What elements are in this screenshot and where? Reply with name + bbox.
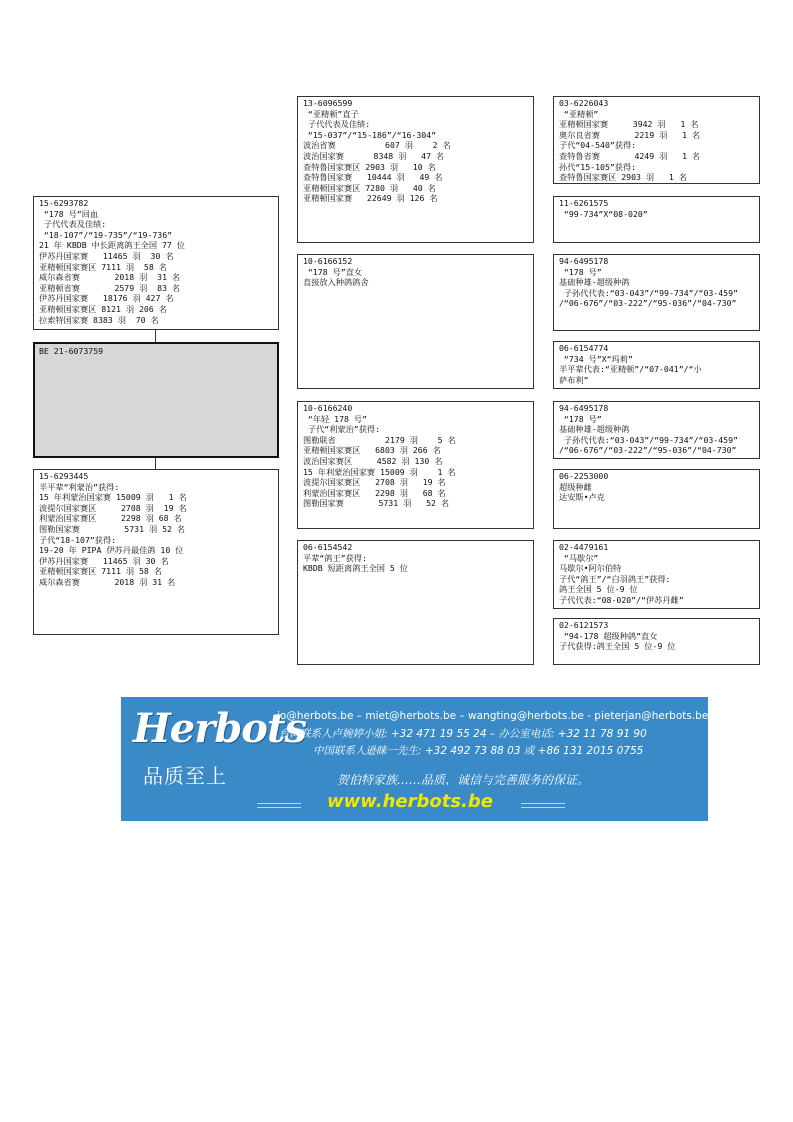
connector-dam [155,458,156,469]
pedigree-line: 子代代表及佳绩: [303,119,371,130]
pedigree-line: 图勒国家赛 5731 羽 52 名 [303,498,450,509]
pedigree-line: 拉索特国家赛 8383 羽 70 名 [39,314,159,325]
pedigree-line: 孙代“15-105”获得: [559,161,637,172]
sds-box [553,254,760,331]
ring-number: 94-6495178 [559,403,609,413]
pedigree-line: 奥尔良省赛 2219 羽 1 名 [559,129,701,140]
pedigree-line: 基础种雄-超级种鸽 [559,424,630,435]
pedigree-line: 伊苏丹国家赛 18176 羽 427 名 [39,293,174,304]
pedigree-line: 图勒国家赛 5731 羽 52 名 [39,523,186,534]
ring-number: 94-6495178 [559,256,609,266]
pedigree-line: 子代“鸽王”/“白羽鸽王”获得: [559,573,671,584]
pedigree-line: “99-734”X“08-020” [559,208,648,219]
pedigree-line: /“06-676”/“03-222”/“95-036”/“04-730” [559,445,737,456]
pedigree-line: 波提尔国家赛区 2708 羽 19 名 [303,477,446,488]
pedigree-line: 马歇尔•阿尔伯特 [559,563,622,574]
pedigree-line: 子孙代代表:“03-043”/“99-734”/“03-459” [559,287,738,298]
banner-taiwan-contact: 台湾联系人卢婉婷小姐: +32 471 19 55 24 – 办公室电话: +32 11 78 91 90 [279,728,647,740]
dss-box [553,401,760,459]
ring-number: 10-6166152 [303,256,353,266]
pedigree-line: 查特鲁国家赛区 2903 羽 1 名 [559,172,687,183]
ring-number: 03-6226043 [559,98,609,108]
sire-sire-box [297,96,534,243]
pedigree-line: 威尔森省赛 2018 羽 31 名 [39,272,181,283]
pedigree-line: 达安斯•卢克 [559,492,605,503]
banner-slogan: 品质至上 [143,764,227,788]
ring-number: 02-6121573 [559,620,609,630]
pedigree-line: KBDB 短距离鸽王全国 5 位 [303,563,408,574]
ring-number: 15-6293782 [39,198,89,208]
ring-number: 06-2253000 [559,471,609,481]
pedigree-line: 半平辈“利蒙治”获得: [39,481,120,492]
pedigree-line: 子代代表及佳绩: [39,219,107,230]
ddd-box [553,618,760,665]
pedigree-line: 子代获得:鸽王全国 5 位-9 位 [559,641,676,652]
pedigree-line: 亚精顿国家赛区 8121 羽 206 名 [39,303,167,314]
pedigree-line: “178 号” [559,413,602,424]
pedigree-line: 基础种雄-超级种鸽 [559,277,630,288]
pedigree-line: 威尔森省赛 2018 羽 31 名 [39,576,176,587]
pedigree-line: “马歇尔” [559,552,599,563]
ring-number: 06-6154774 [559,343,609,353]
sdd-box [553,341,760,389]
pedigree-line: “178 号” [559,266,602,277]
pedigree-line: 利蒙治国家赛区 2298 羽 68 名 [39,513,182,524]
pedigree-line: 伊苏丹国家赛 11465 羽 30 名 [39,250,174,261]
banner-dash-right [521,803,565,808]
connector-sire [155,330,156,342]
pedigree-line: 子代“04-540”获得: [559,140,637,151]
pedigree-line: 波提尔国家赛区 2708 羽 19 名 [39,502,187,513]
ssd-box [553,196,760,243]
pedigree-line: 萨布利” [559,374,589,385]
dds-box [553,540,760,609]
ring-number: 10-6166240 [303,403,353,413]
herbots-logo: Herbots [133,705,306,752]
pedigree-line: 波治国家赛 8348 羽 47 名 [303,150,445,161]
pedigree-line: “18-107”/“19-735”/“19-736” [39,229,173,240]
pedigree-line: 伊苏丹国家赛 11465 羽 30 名 [39,555,169,566]
banner-dash-left [257,803,301,808]
pedigree-line: 亚精顿国家赛区 7280 羽 40 名 [303,182,436,193]
pedigree-line: 平辈“鸽王”获得: [303,552,367,563]
pedigree-line: 亚精顿省赛 2579 羽 83 名 [39,282,181,293]
ring-number: 06-6154542 [303,542,353,552]
pedigree-line: 子孙代代表:“03-043”/“99-734”/“03-459” [559,434,738,445]
pedigree-line: “734 号”X“玛莉” [559,353,633,364]
pedigree-line: “178 号”回血 [39,208,99,219]
sire-dam-box [297,254,534,389]
pedigree-line: “178 号”直女 [303,266,363,277]
pedigree-line: 亚精顿国家赛 3942 羽 1 名 [559,119,699,130]
pedigree-line: 亚精顿国家赛区 7111 羽 58 名 [39,261,167,272]
pedigree-line: 21 年 KBDB 中长距离鸽王全国 77 位 [39,240,185,251]
pedigree-line: 直接放入种鸽鸽舍 [303,277,369,288]
banner-china-contact: 中国联系人逊睐一先生: +32 492 73 88 03 或 +86 131 2015 0755 [313,745,644,757]
pedigree-line: 超级种雌 [559,481,592,492]
pedigree-line: 波治国家赛区 4582 羽 130 名 [303,455,443,466]
banner-website[interactable]: www.herbots.be [327,791,493,812]
pedigree-line: “年轻 178 号” [303,413,367,424]
pedigree-line: “94-178 超级种鸽”直女 [559,630,658,641]
dam-dam-box [297,540,534,665]
banner-tagline: 贺伯特家族……品质、诚信与完善服务的保证。 [337,773,590,787]
pedigree-line: 子代“利蒙治”获得: [303,424,381,435]
pedigree-line: 查特鲁国家赛区 2903 羽 10 名 [303,161,436,172]
pedigree-line: 波治省赛 607 羽 2 名 [303,140,451,151]
ring-number: 13-6096599 [303,98,353,108]
sire-box [33,196,279,330]
pedigree-line: 鸽王全国 5 位-9 位 [559,584,638,595]
pedigree-line: 查特鲁省赛 4249 羽 1 名 [559,150,701,161]
pedigree-line: “亚精顿” [559,108,599,119]
pedigree-line: 子代代表:“08-020”/“伊苏丹雌” [559,594,684,605]
pedigree-line: “15-037”/“15-186”/“16-304” [303,129,437,140]
pedigree-line: “亚精顿”直子 [303,108,359,119]
subject-box [33,342,279,458]
pedigree-line: 亚精顿国家赛 22649 羽 126 名 [303,193,438,204]
ring-number: 11-6261575 [559,198,609,208]
pedigree-line: 15 年利蒙治国家赛 15009 羽 1 名 [39,492,187,503]
ring-number: BE 21-6073759 [39,346,104,356]
herbots-banner [121,697,708,821]
pedigree-line: 图勒联省 2179 羽 5 名 [303,434,456,445]
pedigree-line: 子代“18-107”获得: [39,534,117,545]
dam-box [33,469,279,635]
pedigree-line: 19-20 年 PIPA 伊苏丹最佳鸽 10 位 [39,545,184,556]
banner-emails[interactable]: jo@herbots.be – miet@herbots.be – wangting@herbots.be - pieterjan@herbots.be [277,710,708,722]
pedigree-line: 15 年利蒙治国家赛 15009 羽 1 名 [303,466,456,477]
pedigree-line: /“06-676”/“03-222”/“95-036”/“04-730” [559,298,737,309]
pedigree-line: 查特鲁国家赛 10444 羽 49 名 [303,172,443,183]
ring-number: 15-6293445 [39,471,89,481]
dsd-box [553,469,760,529]
pedigree-line: 利蒙治国家赛区 2298 羽 68 名 [303,487,446,498]
pedigree-line: 半平辈代表:“亚精顿”/“07-041”/“小 [559,364,702,375]
ring-number: 02-4479161 [559,542,609,552]
dam-sire-box [297,401,534,529]
pedigree-line: 亚精顿国家赛区 7111 羽 58 名 [39,566,162,577]
sss-box [553,96,760,184]
pedigree-line: 亚精顿国家赛区 6803 羽 266 名 [303,445,441,456]
